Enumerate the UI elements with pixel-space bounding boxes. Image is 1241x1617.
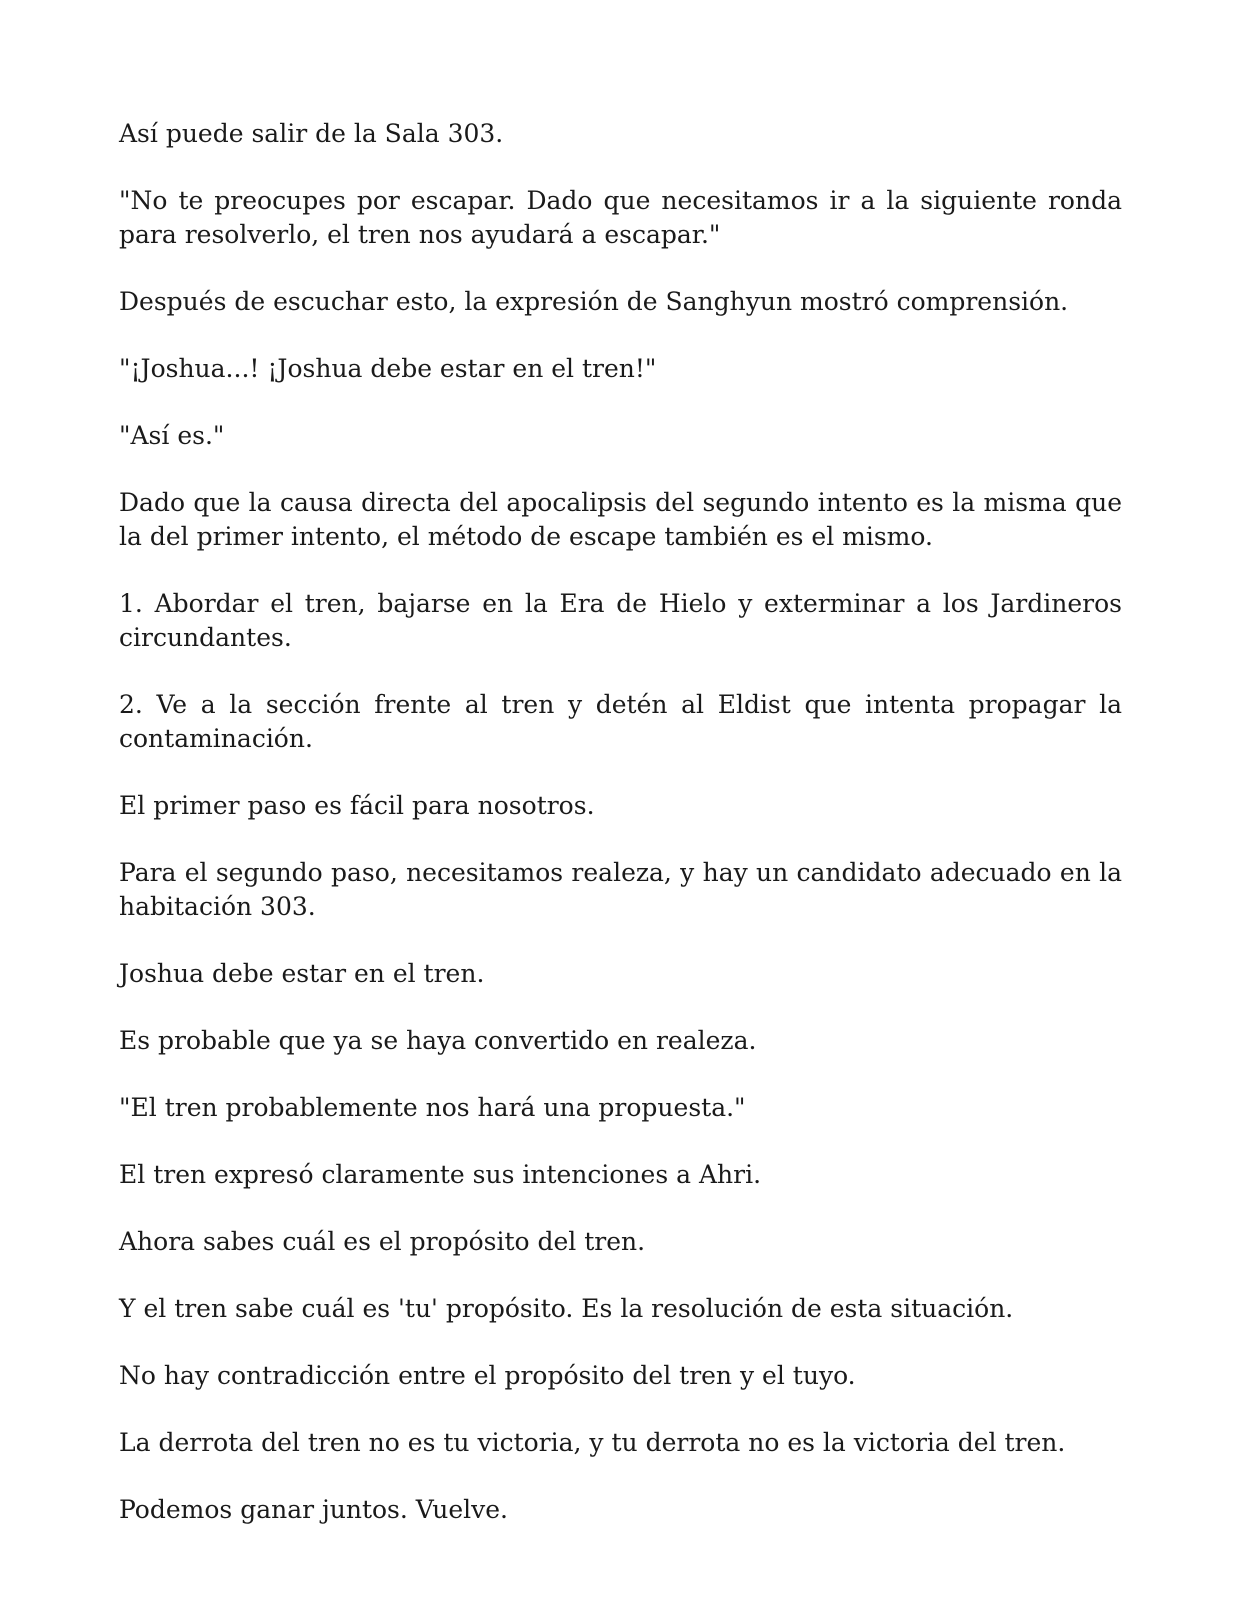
paragraph: No hay contradicción entre el propósito del tren y el tuyo. xyxy=(119,1361,856,1390)
paragraph: Dado que la causa directa del apocalipsis del segundo intento es la misma que la del primer intento, el método de escape también es el mismo. xyxy=(119,488,1122,551)
paragraph: 1. Abordar el tren, bajarse en la Era de Hielo y exterminar a los Jardineros circundantes. xyxy=(119,589,1122,652)
paragraph: Podemos ganar juntos. Vuelve. xyxy=(119,1495,508,1524)
paragraph: "El tren probablemente nos hará una propuesta." xyxy=(119,1093,746,1122)
paragraph: La derrota del tren no es tu victoria, y tu derrota no es la victoria del tren. xyxy=(119,1428,1066,1457)
paragraph: Joshua debe estar en el tren. xyxy=(119,959,485,988)
paragraph: Ahora sabes cuál es el propósito del tren. xyxy=(119,1227,646,1256)
paragraph: Para el segundo paso, necesitamos realeza, y hay un candidato adecuado en la habitación 303. xyxy=(119,858,1122,921)
paragraph: "No te preocupes por escapar. Dado que necesitamos ir a la siguiente ronda para resolverlo, el tren nos ayudará a escapar." xyxy=(119,186,1122,249)
document-body xyxy=(119,117,1122,1560)
paragraph: "Así es." xyxy=(119,421,225,450)
paragraph: Y el tren sabe cuál es 'tu' propósito. Es la resolución de esta situación. xyxy=(119,1294,1014,1323)
paragraph: El primer paso es fácil para nosotros. xyxy=(119,791,595,820)
paragraph: "¡Joshua...! ¡Joshua debe estar en el tren!" xyxy=(119,354,657,383)
paragraph: Es probable que ya se haya convertido en realeza. xyxy=(119,1026,757,1055)
paragraph: 2. Ve a la sección frente al tren y detén al Eldist que intenta propagar la contaminación. xyxy=(119,690,1122,753)
paragraph: El tren expresó claramente sus intenciones a Ahri. xyxy=(119,1160,762,1189)
paragraph: Después de escuchar esto, la expresión de Sanghyun mostró comprensión. xyxy=(119,287,1069,316)
paragraph: Así puede salir de la Sala 303. xyxy=(119,119,504,148)
